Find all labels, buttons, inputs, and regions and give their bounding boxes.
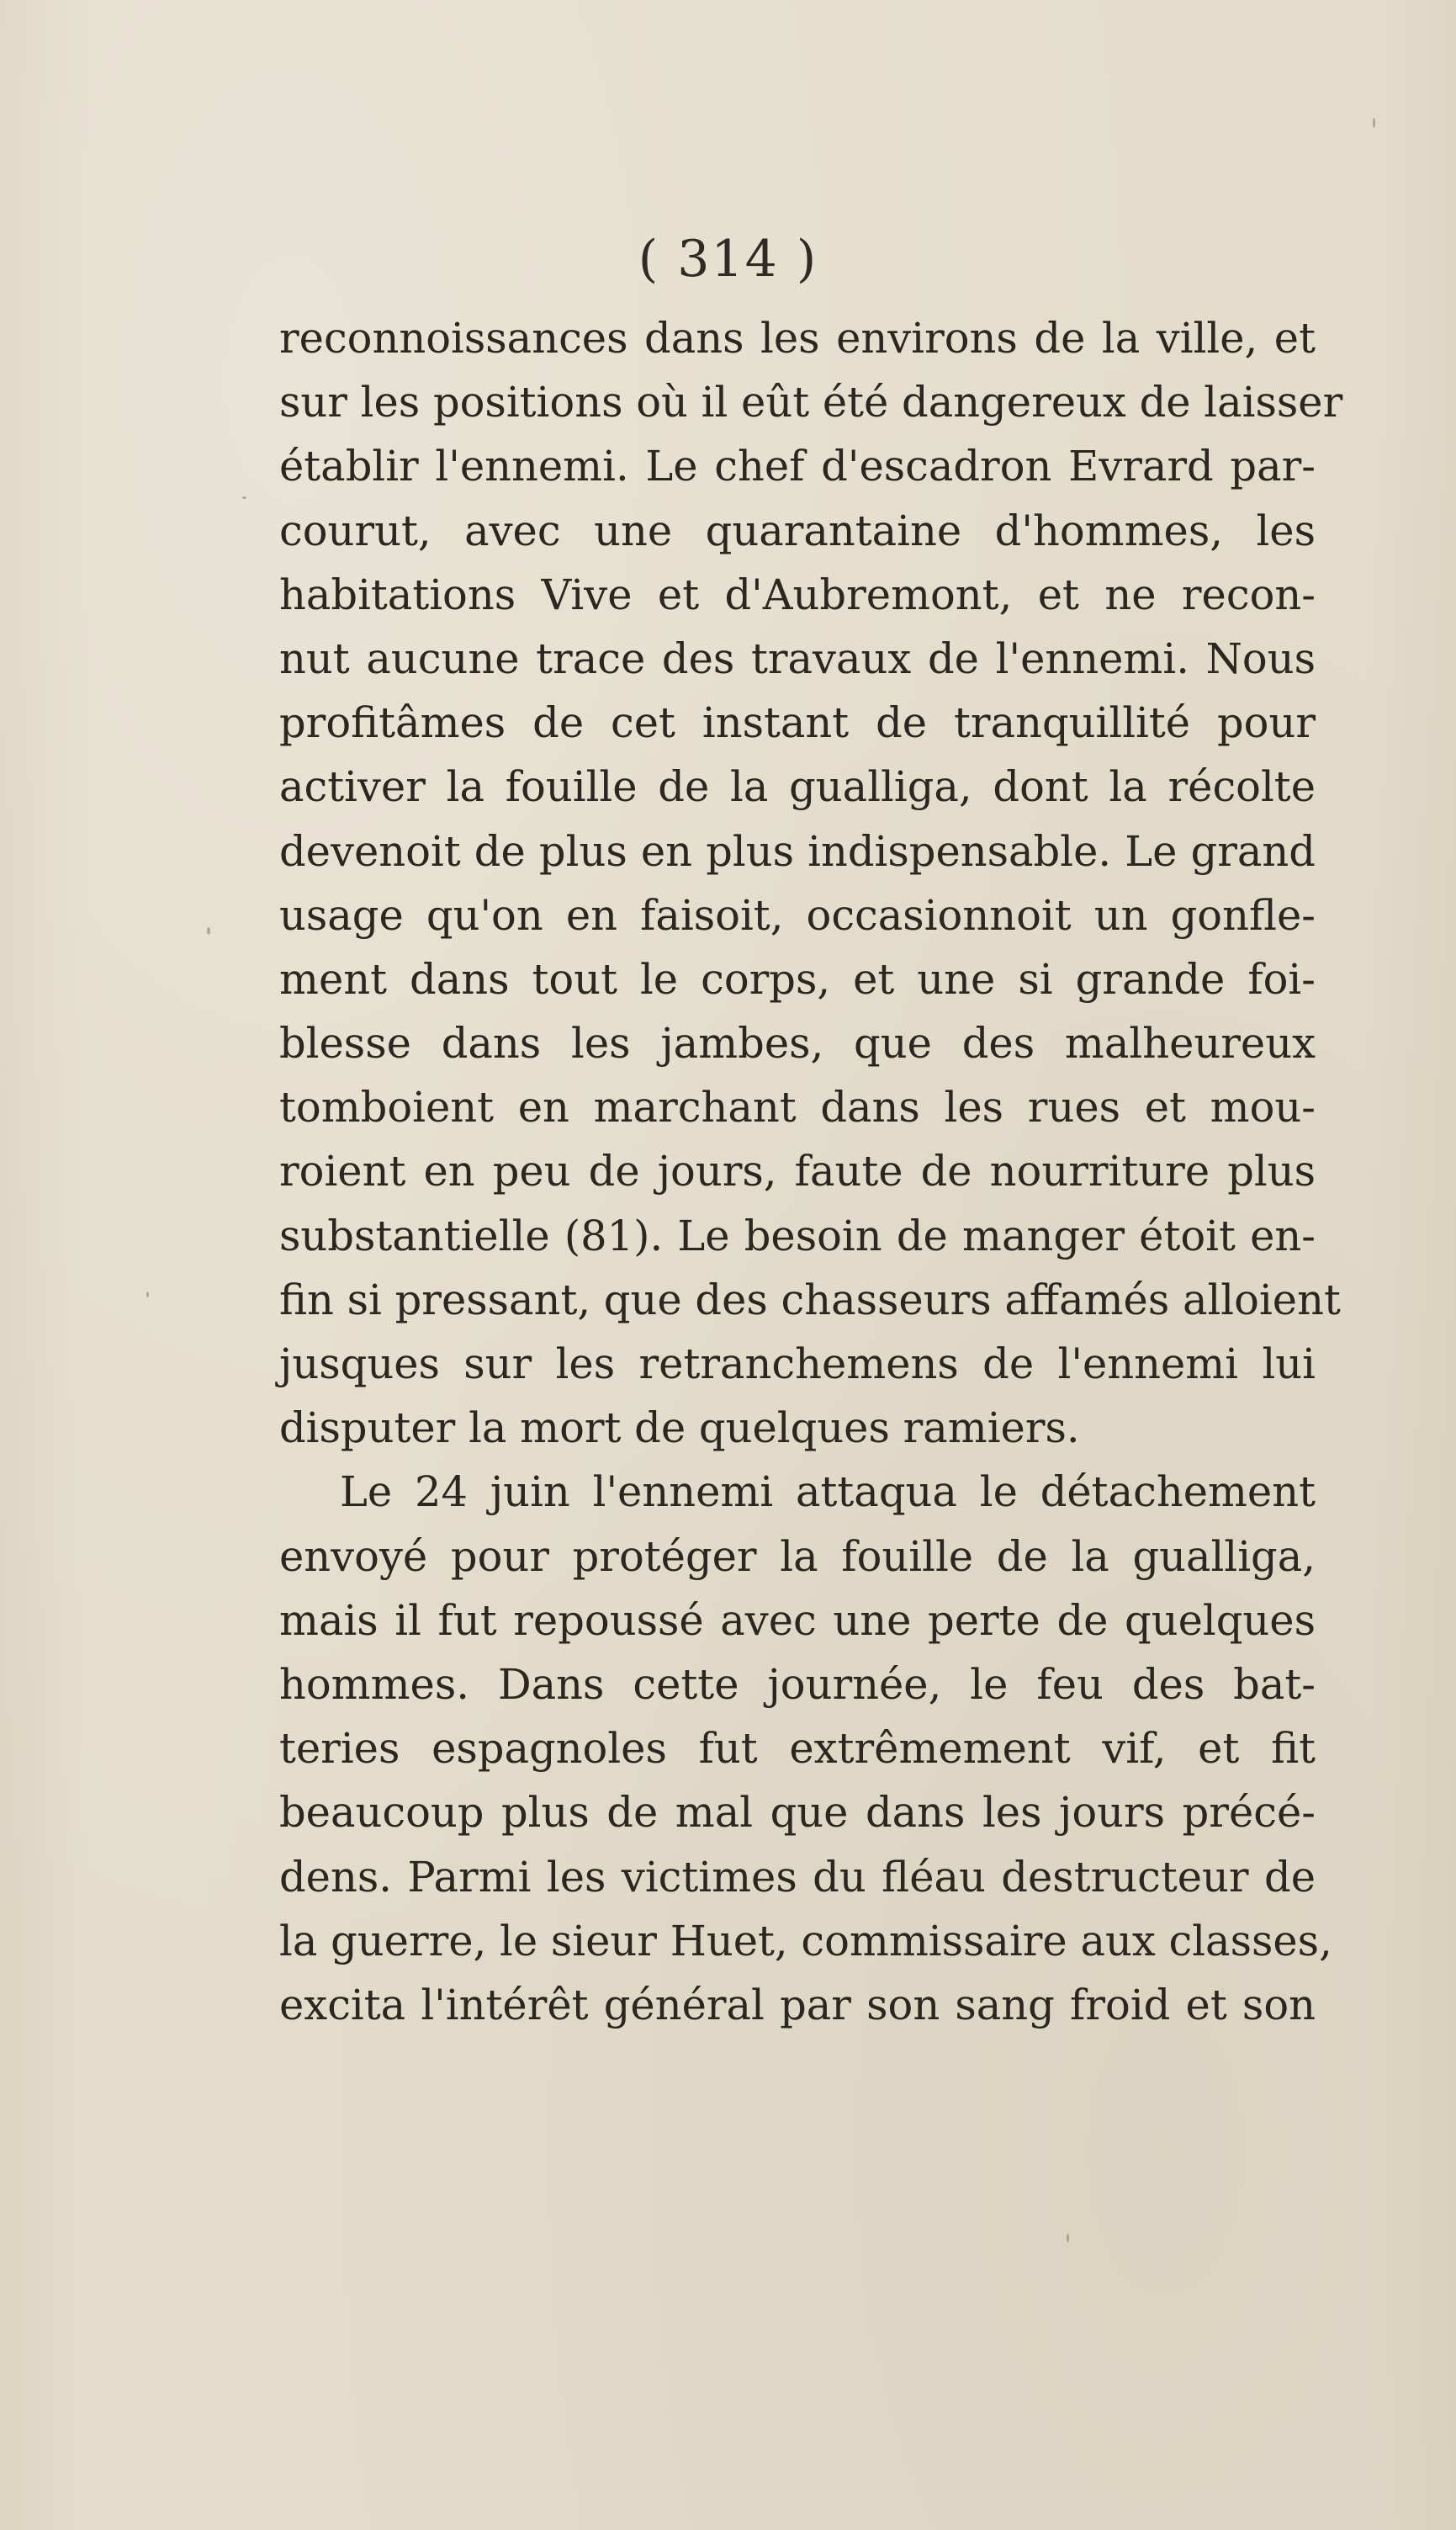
text-line: fin si pressant, que des chasseurs affamés alloient (279, 1275, 1341, 1324)
text-line: usage qu'on en faisoit, occasionnoit un gonfle- (279, 890, 1316, 940)
paper-speck (1067, 2234, 1069, 2242)
text-line: teries espagnoles fut extrêmement vif, et fit (279, 1724, 1316, 1774)
text-line: tomboient en marchant dans les rues et mou- (279, 1083, 1316, 1132)
text-line: mais il fut repoussé avec une perte de quelques (279, 1595, 1316, 1645)
text-line: excita l'intérêt général par son sang froid et son (279, 1980, 1316, 2029)
text-line: profitâmes de cet instant de tranquillité pour (279, 698, 1316, 748)
text-line: la guerre, le sieur Huet, commissaire aux classes, (279, 1916, 1332, 1965)
text-line: disputer la mort de quelques ramiers. (279, 1403, 1080, 1453)
text-line: beaucoup plus de mal que dans les jours précé- (279, 1788, 1316, 1838)
text-line: blesse dans les jambes, que des malheureux (279, 1019, 1316, 1069)
text-line: hommes. Dans cette journée, le feu des bat- (279, 1659, 1316, 1709)
text-line: reconnoissances dans les environs de la ville, et (279, 314, 1316, 363)
text-line: établir l'ennemi. Le chef d'escadron Evrard par- (279, 442, 1316, 491)
text-line: substantielle (81). Le besoin de manger étoit en- (279, 1211, 1316, 1260)
page-number: ( 314 ) (638, 230, 818, 289)
text-line: jusques sur les retranchemens de l'ennemi lui (279, 1339, 1316, 1388)
text-line: activer la fouille de la gualliga, dont la récolte (279, 762, 1316, 812)
text-line: habitations Vive et d'Aubremont, et ne recon- (279, 570, 1316, 619)
text-line: courut, avec une quarantaine d'hommes, les (279, 506, 1316, 555)
paper-speck (1373, 118, 1375, 128)
body-text (279, 306, 1343, 2037)
text-line: Le 24 juin l'ennemi attaqua le détachement (340, 1467, 1316, 1517)
text-line: roient en peu de jours, faute de nourriture plus (279, 1147, 1316, 1196)
text-line: nut aucune trace des travaux de l'ennemi. Nous (279, 634, 1316, 683)
text-line: dens. Parmi les victimes du fléau destructeur de (279, 1852, 1316, 1901)
paper-speck (146, 1292, 149, 1297)
paper-speck (207, 927, 210, 935)
paper-speck (242, 496, 246, 499)
text-line: envoyé pour protéger la fouille de la gualliga, (279, 1531, 1316, 1581)
text-line: devenoit de plus en plus indispensable. Le grand (279, 826, 1316, 876)
text-line: sur les positions où il eût été dangereux de laisser (279, 378, 1343, 427)
text-line: ment dans tout le corps, et une si grande foi- (279, 954, 1316, 1004)
